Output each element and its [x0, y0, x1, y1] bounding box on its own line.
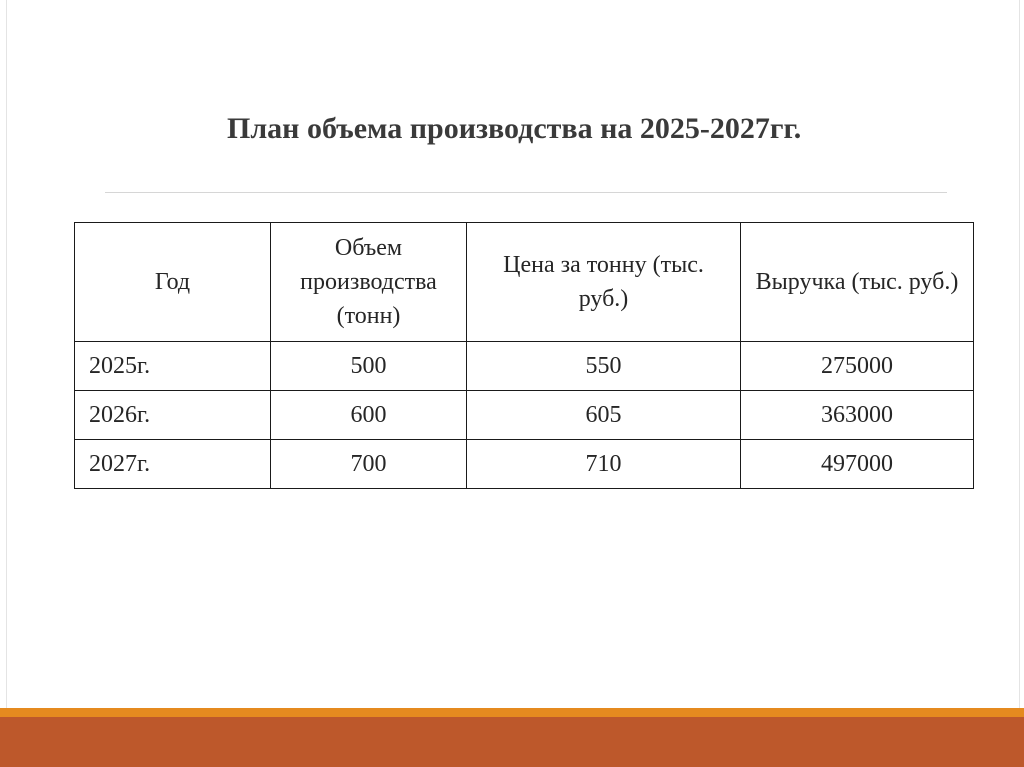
cell-year: 2026г.	[75, 391, 271, 440]
cell-revenue: 275000	[741, 342, 974, 391]
table-row	[75, 342, 974, 391]
header-volume: Объем производства (тонн)	[271, 223, 467, 342]
table-row	[75, 440, 974, 489]
footer-band	[0, 717, 1024, 767]
slide-title: План объема производства на 2025-2027гг.	[227, 112, 802, 145]
table-row	[75, 391, 974, 440]
footer-accent-stripe	[0, 708, 1024, 717]
cell-volume: 700	[271, 440, 467, 489]
title-divider	[105, 192, 947, 193]
header-revenue: Выручка (тыс. руб.)	[741, 223, 974, 342]
cell-revenue: 363000	[741, 391, 974, 440]
header-year: Год	[75, 223, 271, 342]
cell-price: 710	[467, 440, 741, 489]
cell-volume: 600	[271, 391, 467, 440]
production-plan-table	[74, 222, 974, 489]
cell-revenue: 497000	[741, 440, 974, 489]
cell-volume: 500	[271, 342, 467, 391]
table-header-row	[75, 223, 974, 342]
cell-year: 2025г.	[75, 342, 271, 391]
header-price: Цена за тонну (тыс. руб.)	[467, 223, 741, 342]
cell-year: 2027г.	[75, 440, 271, 489]
slide	[6, 0, 1020, 708]
cell-price: 605	[467, 391, 741, 440]
cell-price: 550	[467, 342, 741, 391]
